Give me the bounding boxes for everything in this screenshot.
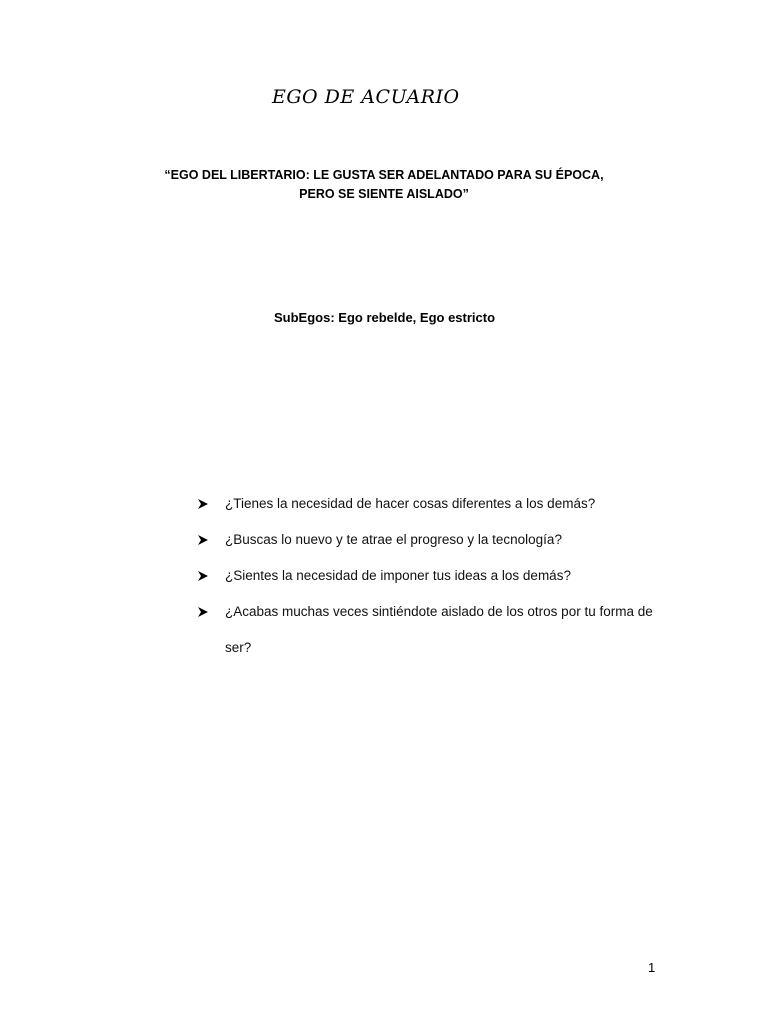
subtitle-line-1: “EGO DEL LIBERTARIO: LE GUSTA SER ADELANTADO PARA SU ÉPOCA, <box>164 168 604 182</box>
question-item <box>198 522 668 558</box>
question-text: ¿Sientes la necesidad de imponer tus ideas a los demás? <box>225 568 571 583</box>
arrowhead-bullet-icon <box>198 607 208 617</box>
question-item <box>198 558 668 594</box>
question-list <box>198 486 668 666</box>
question-item <box>198 594 668 666</box>
document-title: EGO DE ACUARIO <box>272 86 460 108</box>
question-text: ¿Acabas muchas veces sintiéndote aislado de los otros por tu forma de ser? <box>225 604 653 655</box>
arrowhead-bullet-icon <box>198 535 208 545</box>
page-number: 1 <box>648 960 656 975</box>
question-text: ¿Tienes la necesidad de hacer cosas diferentes a los demás? <box>225 496 596 511</box>
arrowhead-bullet-icon <box>198 499 208 509</box>
question-item <box>198 486 668 522</box>
subtitle-line-2: PERO SE SIENTE AISLADO” <box>299 187 469 201</box>
arrowhead-bullet-icon <box>198 571 208 581</box>
subegos-heading: SubEgos: Ego rebelde, Ego estricto <box>274 310 496 325</box>
question-text: ¿Buscas lo nuevo y te atrae el progreso y la tecnología? <box>225 532 562 547</box>
document-subtitle <box>120 166 648 204</box>
